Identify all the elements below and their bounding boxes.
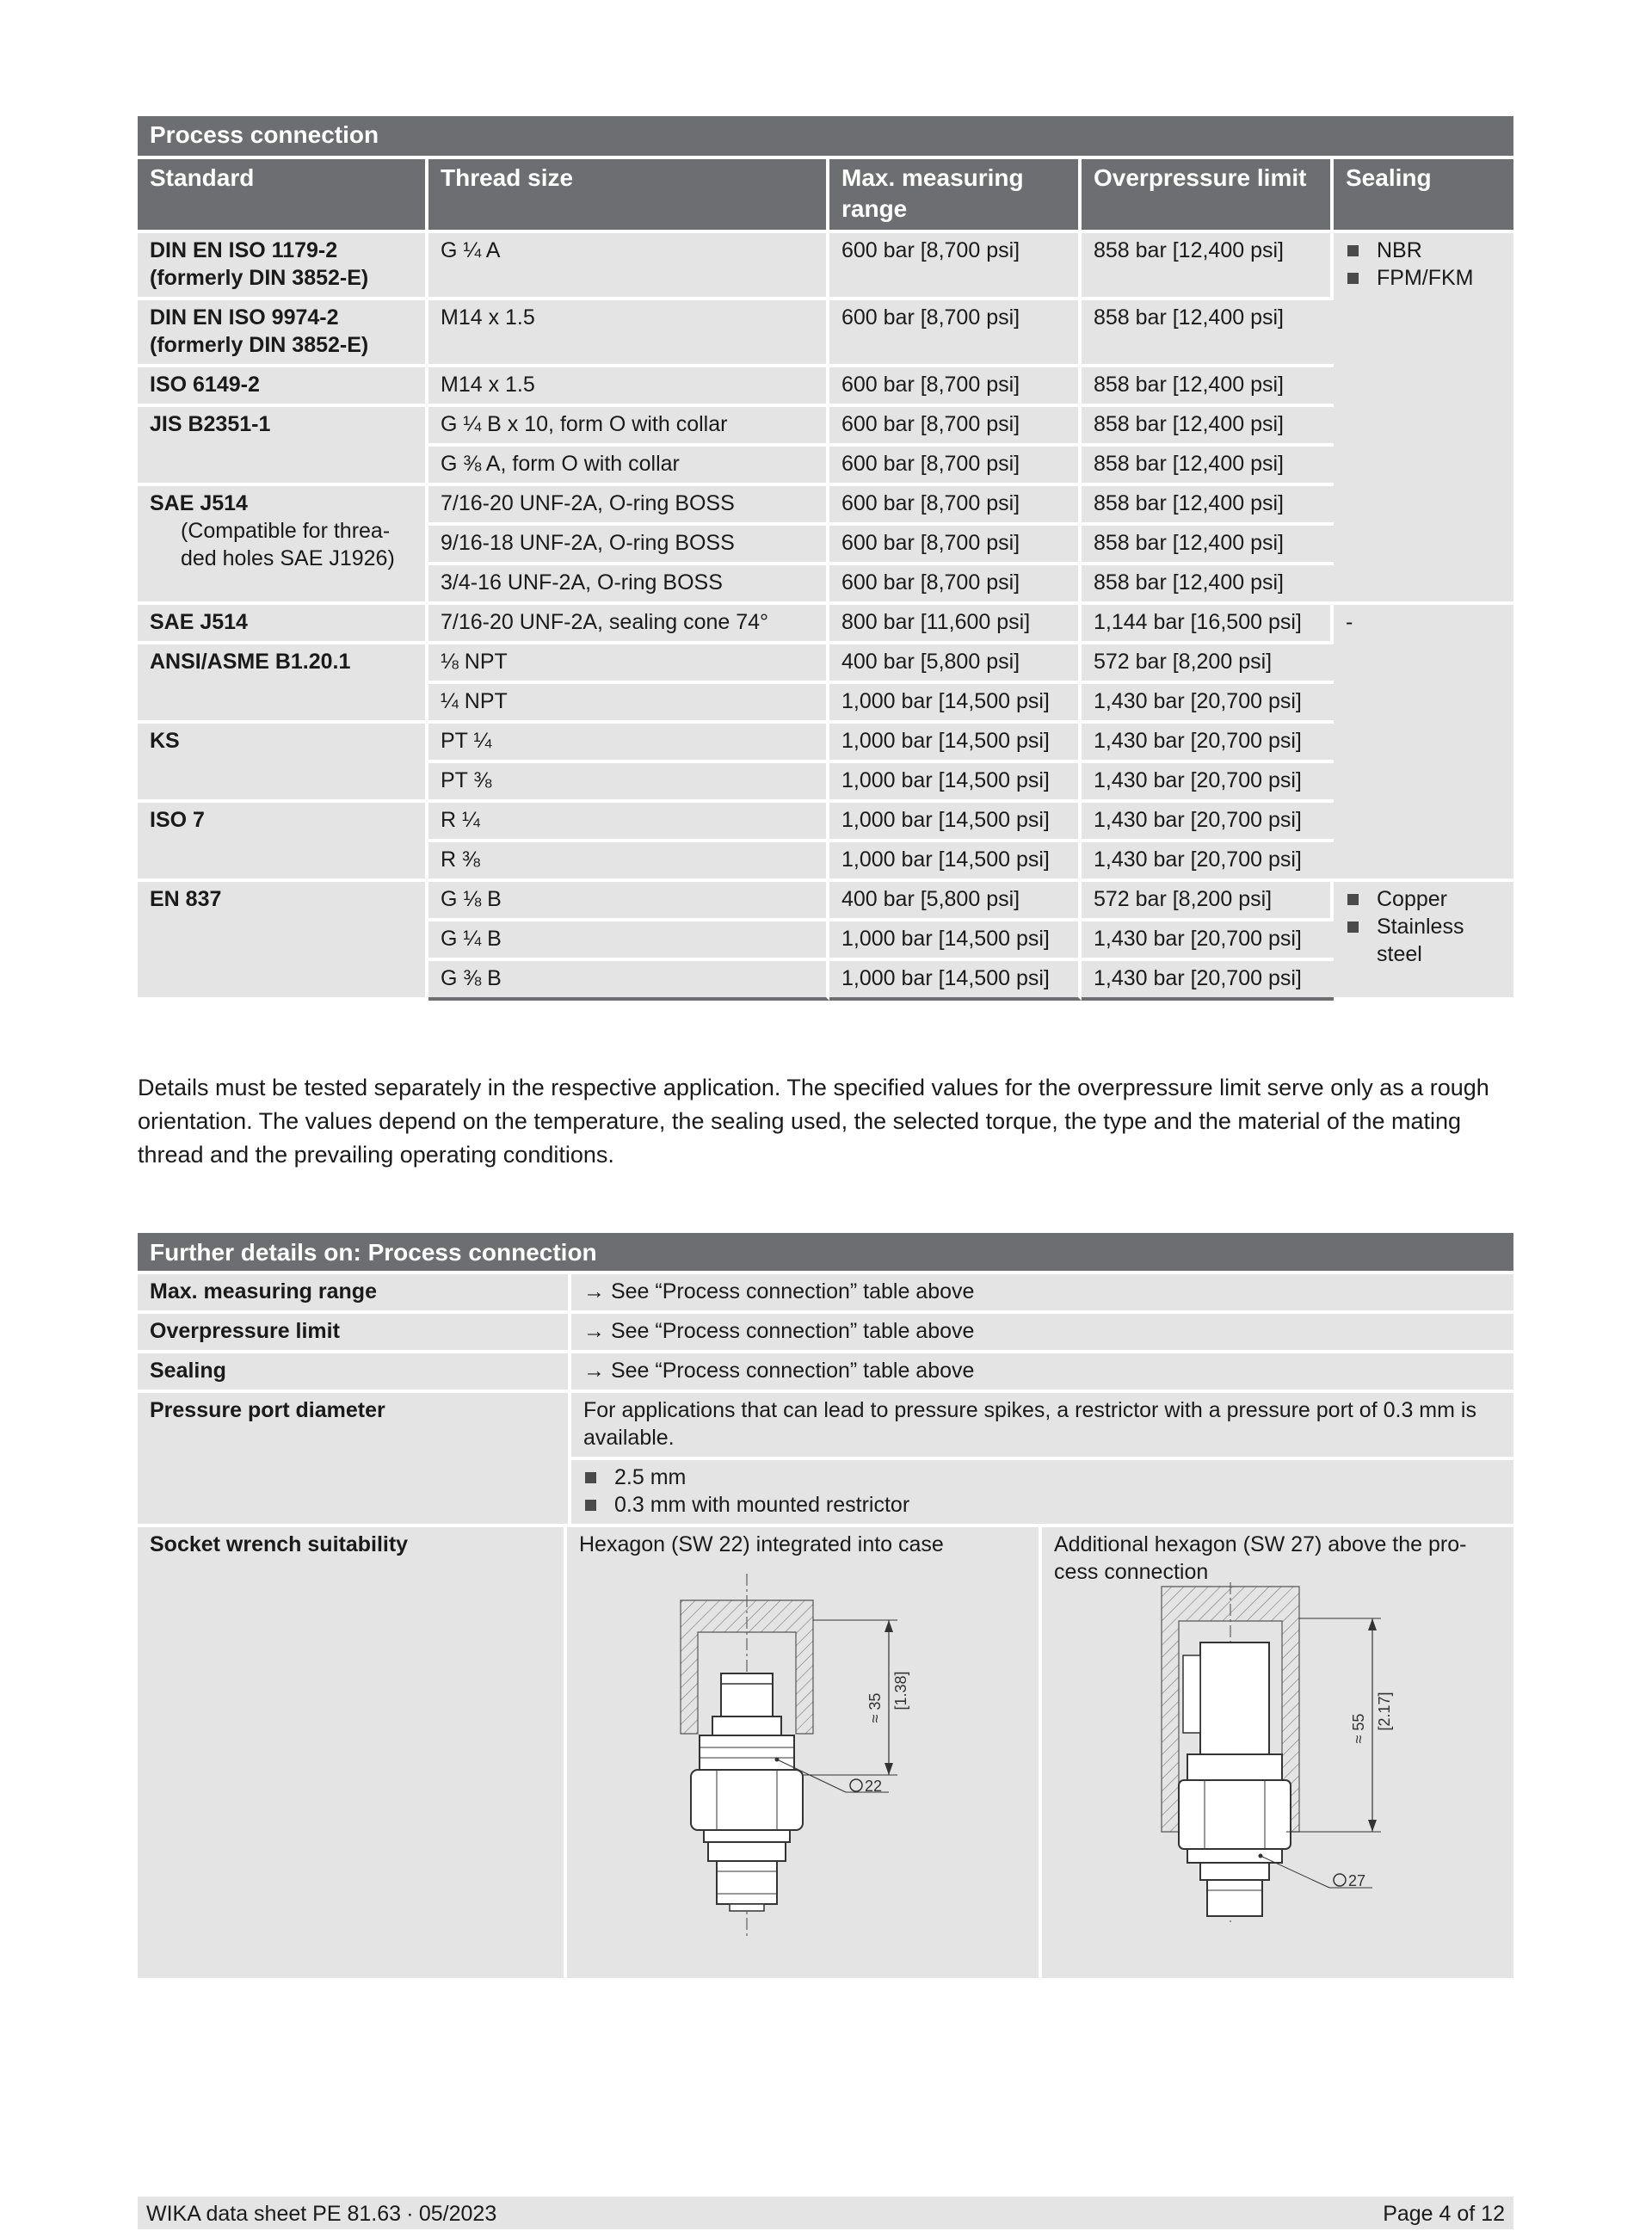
max-range-cell: 600 bar [8,700 psi] [829, 300, 1082, 367]
socket-right-text: Additional hexagon (SW 27) above the pro- cess connection [1054, 1532, 1467, 1584]
table-row [138, 724, 1513, 763]
standard-name: JIS B2351-1 [150, 412, 271, 436]
table-row [138, 1314, 1513, 1350]
socket-right-cell [1042, 1527, 1513, 1978]
overpressure-cell: 1,430 bar [20,700 psi] [1082, 842, 1334, 882]
thread-size-cell: G ¼ B [428, 921, 829, 961]
row-value: → See “Process connection” table above [571, 1274, 1513, 1310]
overpressure-cell: 1,430 bar [20,700 psi] [1082, 921, 1334, 961]
row-label: Max. measuring range [138, 1274, 568, 1310]
max-range-cell: 1,000 bar [14,500 psi] [829, 921, 1082, 961]
dimension-mm-label: ≈ 35 [866, 1692, 884, 1723]
socket-left-text: Hexagon (SW 22) integrated into case [579, 1532, 944, 1556]
standard-note: (Compatible for threa- ded holes SAE J1926) [181, 519, 395, 570]
hexagon-size-label: 22 [865, 1778, 883, 1795]
socket-left-cell [567, 1527, 1039, 1978]
thread-size-cell: ¼ NPT [428, 684, 829, 724]
thread-size-cell: 3/4-16 UNF-2A, O-ring BOSS [428, 565, 829, 605]
page-number: Page 4 of 12 [1383, 2202, 1505, 2226]
thread-size-cell: PT ⅜ [428, 763, 829, 803]
overpressure-cell: 858 bar [12,400 psi] [1082, 565, 1334, 605]
overpressure-cell: 858 bar [12,400 psi] [1082, 486, 1334, 526]
row-value: → See “Process connection” table above [571, 1353, 1513, 1390]
sealing-cell [1334, 233, 1513, 605]
table-row [138, 605, 1513, 644]
thread-size-cell: 9/16-18 UNF-2A, O-ring BOSS [428, 526, 829, 565]
dimension-inch-label: [1.38] [892, 1671, 909, 1710]
row-label: Overpressure limit [138, 1314, 568, 1350]
header-sealing: Sealing [1334, 159, 1513, 233]
standard-name: SAE J514 [150, 491, 248, 515]
standard-name: ANSI/ASME B1.20.1 [150, 650, 351, 674]
thread-size-cell: M14 x 1.5 [428, 367, 829, 407]
overpressure-cell: 858 bar [12,400 psi] [1082, 526, 1334, 565]
standard-cell [138, 300, 428, 367]
overpressure-cell: 1,144 bar [16,500 psi] [1082, 605, 1334, 644]
thread-size-cell: PT ¼ [428, 724, 829, 763]
hexagon-size-label: 27 [1348, 1872, 1366, 1889]
list-item: 0.3 mm with mounted restrictor [583, 1491, 1501, 1519]
table-row [138, 1274, 1513, 1310]
overpressure-cell: 572 bar [8,200 psi] [1082, 882, 1334, 921]
socket-wrench-row [138, 1527, 1513, 1978]
thread-size-cell: R ⅜ [428, 842, 829, 882]
overpressure-cell: 1,430 bar [20,700 psi] [1082, 763, 1334, 803]
header-overpressure: Overpressure limit [1082, 159, 1334, 233]
details-table [138, 1233, 1513, 1978]
standard-cell [138, 882, 428, 1001]
dimension-inch-label: [2.17] [1376, 1692, 1393, 1731]
row-label: Socket wrench suitability [138, 1527, 564, 1978]
sw22-drawing [579, 1570, 1026, 1940]
overpressure-cell: 1,430 bar [20,700 psi] [1082, 961, 1334, 1001]
page-footer [138, 2197, 1513, 2229]
max-range-cell: 400 bar [5,800 psi] [829, 644, 1082, 684]
page [138, 116, 1513, 2226]
list-item: Stainless steel [1346, 913, 1501, 968]
pressure-port-options [571, 1460, 1513, 1524]
max-range-cell: 600 bar [8,700 psi] [829, 486, 1082, 526]
details-table-title: Further details on: Process connection [138, 1233, 1513, 1271]
hexagon-symbol-icon [850, 1779, 862, 1791]
standard-name: DIN EN ISO 9974-2 (formerly DIN 3852-E) [150, 305, 369, 357]
max-range-cell: 600 bar [8,700 psi] [829, 565, 1082, 605]
table-row [138, 882, 1513, 921]
standard-cell [138, 724, 428, 803]
table-row [138, 486, 1513, 526]
max-range-cell: 600 bar [8,700 psi] [829, 447, 1082, 486]
standard-cell [138, 644, 428, 724]
row-label: Sealing [138, 1353, 568, 1390]
row-label: Pressure port diameter [138, 1393, 568, 1524]
max-range-cell: 1,000 bar [14,500 psi] [829, 803, 1082, 842]
thread-size-cell: G ¼ A [428, 233, 829, 300]
max-range-cell: 600 bar [8,700 psi] [829, 526, 1082, 565]
standard-name: SAE J514 [150, 610, 248, 634]
standard-name: EN 837 [150, 887, 222, 911]
table-row [138, 407, 1513, 447]
max-range-cell: 800 bar [11,600 psi] [829, 605, 1082, 644]
standard-name: ISO 7 [150, 808, 205, 832]
max-range-cell: 1,000 bar [14,500 psi] [829, 684, 1082, 724]
thread-size-cell: G ⅜ B [428, 961, 829, 1001]
overpressure-cell: 1,430 bar [20,700 psi] [1082, 724, 1334, 763]
table-row [138, 367, 1513, 407]
header-thread-size: Thread size [428, 159, 829, 233]
overpressure-cell: 858 bar [12,400 psi] [1082, 300, 1334, 367]
table-row [138, 233, 1513, 300]
list-item: 2.5 mm [583, 1464, 1501, 1491]
list-item: NBR [1346, 237, 1501, 264]
sealing-cell: - [1334, 605, 1513, 882]
dimension-mm-label: ≈ 55 [1350, 1713, 1367, 1744]
overpressure-cell: 1,430 bar [20,700 psi] [1082, 684, 1334, 724]
pressure-port-text: For applications that can lead to pressure spikes, a restrictor with a pressure port of 0.3 mm is available. [571, 1393, 1513, 1457]
list-item: FPM/FKM [1346, 264, 1501, 292]
max-range-cell: 1,000 bar [14,500 psi] [829, 724, 1082, 763]
pressure-port-row [138, 1393, 1513, 1524]
table-row [138, 644, 1513, 684]
thread-size-cell: 7/16-20 UNF-2A, O-ring BOSS [428, 486, 829, 526]
thread-size-cell: R ¼ [428, 803, 829, 842]
standard-cell [138, 233, 428, 300]
standard-cell [138, 803, 428, 882]
table-row [138, 300, 1513, 367]
max-range-cell: 1,000 bar [14,500 psi] [829, 961, 1082, 1001]
overpressure-cell: 858 bar [12,400 psi] [1082, 447, 1334, 486]
standard-cell [138, 367, 428, 407]
thread-size-cell: G ⅜ A, form O with collar [428, 447, 829, 486]
header-max-range: Max. measuring range [829, 159, 1082, 233]
thread-size-cell: 7/16-20 UNF-2A, sealing cone 74° [428, 605, 829, 644]
process-connection-table [138, 116, 1513, 1001]
thread-size-cell: G ¼ B x 10, form O with collar [428, 407, 829, 447]
max-range-cell: 1,000 bar [14,500 psi] [829, 842, 1082, 882]
thread-size-cell: ⅛ NPT [428, 644, 829, 684]
max-range-cell: 600 bar [8,700 psi] [829, 233, 1082, 300]
max-range-cell: 600 bar [8,700 psi] [829, 367, 1082, 407]
list-item: Copper [1346, 885, 1501, 913]
standard-cell [138, 486, 428, 605]
standard-name: DIN EN ISO 1179-2 (formerly DIN 3852-E) [150, 238, 369, 290]
overpressure-cell: 858 bar [12,400 psi] [1082, 407, 1334, 447]
sealing-cell [1334, 882, 1513, 1001]
thread-size-cell: G ⅛ B [428, 882, 829, 921]
overpressure-cell: 858 bar [12,400 psi] [1082, 233, 1334, 300]
hexagon-symbol-icon [1334, 1874, 1346, 1886]
table-row [138, 1353, 1513, 1390]
sw27-drawing [1054, 1582, 1501, 1926]
row-value: → See “Process connection” table above [571, 1314, 1513, 1350]
note-paragraph: Details must be tested separately in the respective application. The specified values for the overpressure limit serve only as a rough orientation. The values depend on the temperature, the sealing used, the selected torque, the type and the material of the mating thread and the prevailing operating conditions. [138, 1075, 1489, 1168]
overpressure-cell: 572 bar [8,200 psi] [1082, 644, 1334, 684]
max-range-cell: 1,000 bar [14,500 psi] [829, 763, 1082, 803]
table-body [138, 233, 1513, 1001]
datasheet-reference: WIKA data sheet PE 81.63 ∙ 05/2023 [146, 2202, 497, 2226]
overpressure-cell: 858 bar [12,400 psi] [1082, 367, 1334, 407]
header-standard: Standard [138, 159, 428, 233]
standard-name: ISO 6149-2 [150, 373, 260, 397]
standard-name: KS [150, 729, 180, 753]
thread-size-cell: M14 x 1.5 [428, 300, 829, 367]
table-title: Process connection [138, 116, 1513, 159]
table-row [138, 803, 1513, 842]
standard-cell [138, 605, 428, 644]
max-range-cell: 400 bar [5,800 psi] [829, 882, 1082, 921]
max-range-cell: 600 bar [8,700 psi] [829, 407, 1082, 447]
standard-cell [138, 407, 428, 486]
overpressure-cell: 1,430 bar [20,700 psi] [1082, 803, 1334, 842]
